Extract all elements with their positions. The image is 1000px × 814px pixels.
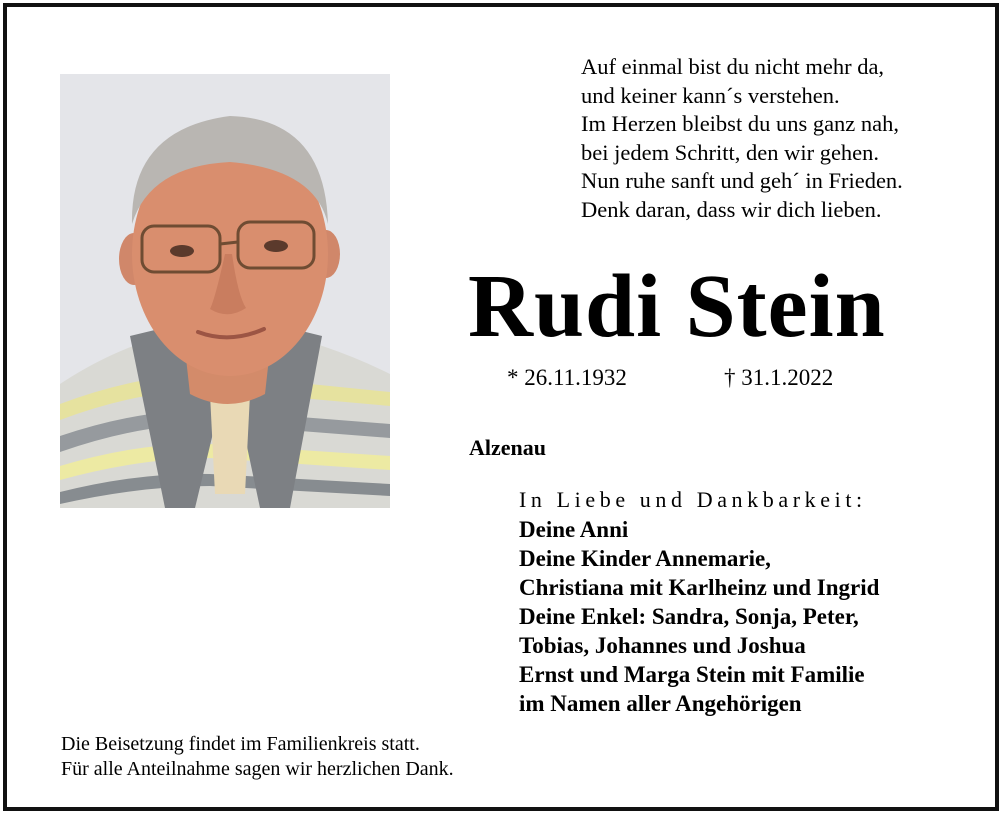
- memorial-poem: [581, 53, 981, 224]
- mourner-line: Deine Kinder Annemarie,: [519, 546, 771, 571]
- death-date: † 31.1.2022: [724, 365, 834, 390]
- deceased-name: Rudi Stein: [468, 257, 886, 356]
- poem-line: Denk daran, dass wir dich lieben.: [581, 196, 882, 222]
- mourner-line: Deine Anni: [519, 517, 629, 542]
- city-name: Alzenau: [469, 435, 546, 460]
- footer-line: Für alle Anteilnahme sagen wir herzlichen Dank.: [61, 758, 454, 780]
- mourner-line: im Namen aller Angehörigen: [519, 691, 802, 716]
- portrait-photo: [60, 74, 390, 508]
- poem-line: Auf einmal bist du nicht mehr da,: [581, 54, 885, 79]
- poem-line: Nun ruhe sanft und geh´ in Frieden.: [581, 168, 903, 193]
- mourners-list: [519, 515, 879, 718]
- poem-line: und keiner kann´s verstehen.: [581, 82, 840, 108]
- obituary-notice: [3, 3, 999, 811]
- mourner-line: Ernst und Marga Stein mit Familie: [519, 662, 865, 687]
- poem-line: bei jedem Schritt, den wir gehen.: [581, 139, 880, 165]
- mourner-line: Christiana mit Karlheinz und Ingrid: [519, 575, 880, 600]
- birth-date: * 26.11.1932: [507, 365, 627, 390]
- footer-line: Die Beisetzung findet im Familienkreis statt.: [61, 733, 420, 755]
- mourner-line: Tobias, Johannes und Joshua: [519, 633, 806, 658]
- mourners-intro: In Liebe und Dankbarkeit:: [519, 487, 867, 512]
- mourner-line: Deine Enkel: Sandra, Sonja, Peter,: [519, 604, 859, 629]
- funeral-note: [61, 732, 454, 782]
- poem-line: Im Herzen bleibst du uns ganz nah,: [581, 111, 900, 136]
